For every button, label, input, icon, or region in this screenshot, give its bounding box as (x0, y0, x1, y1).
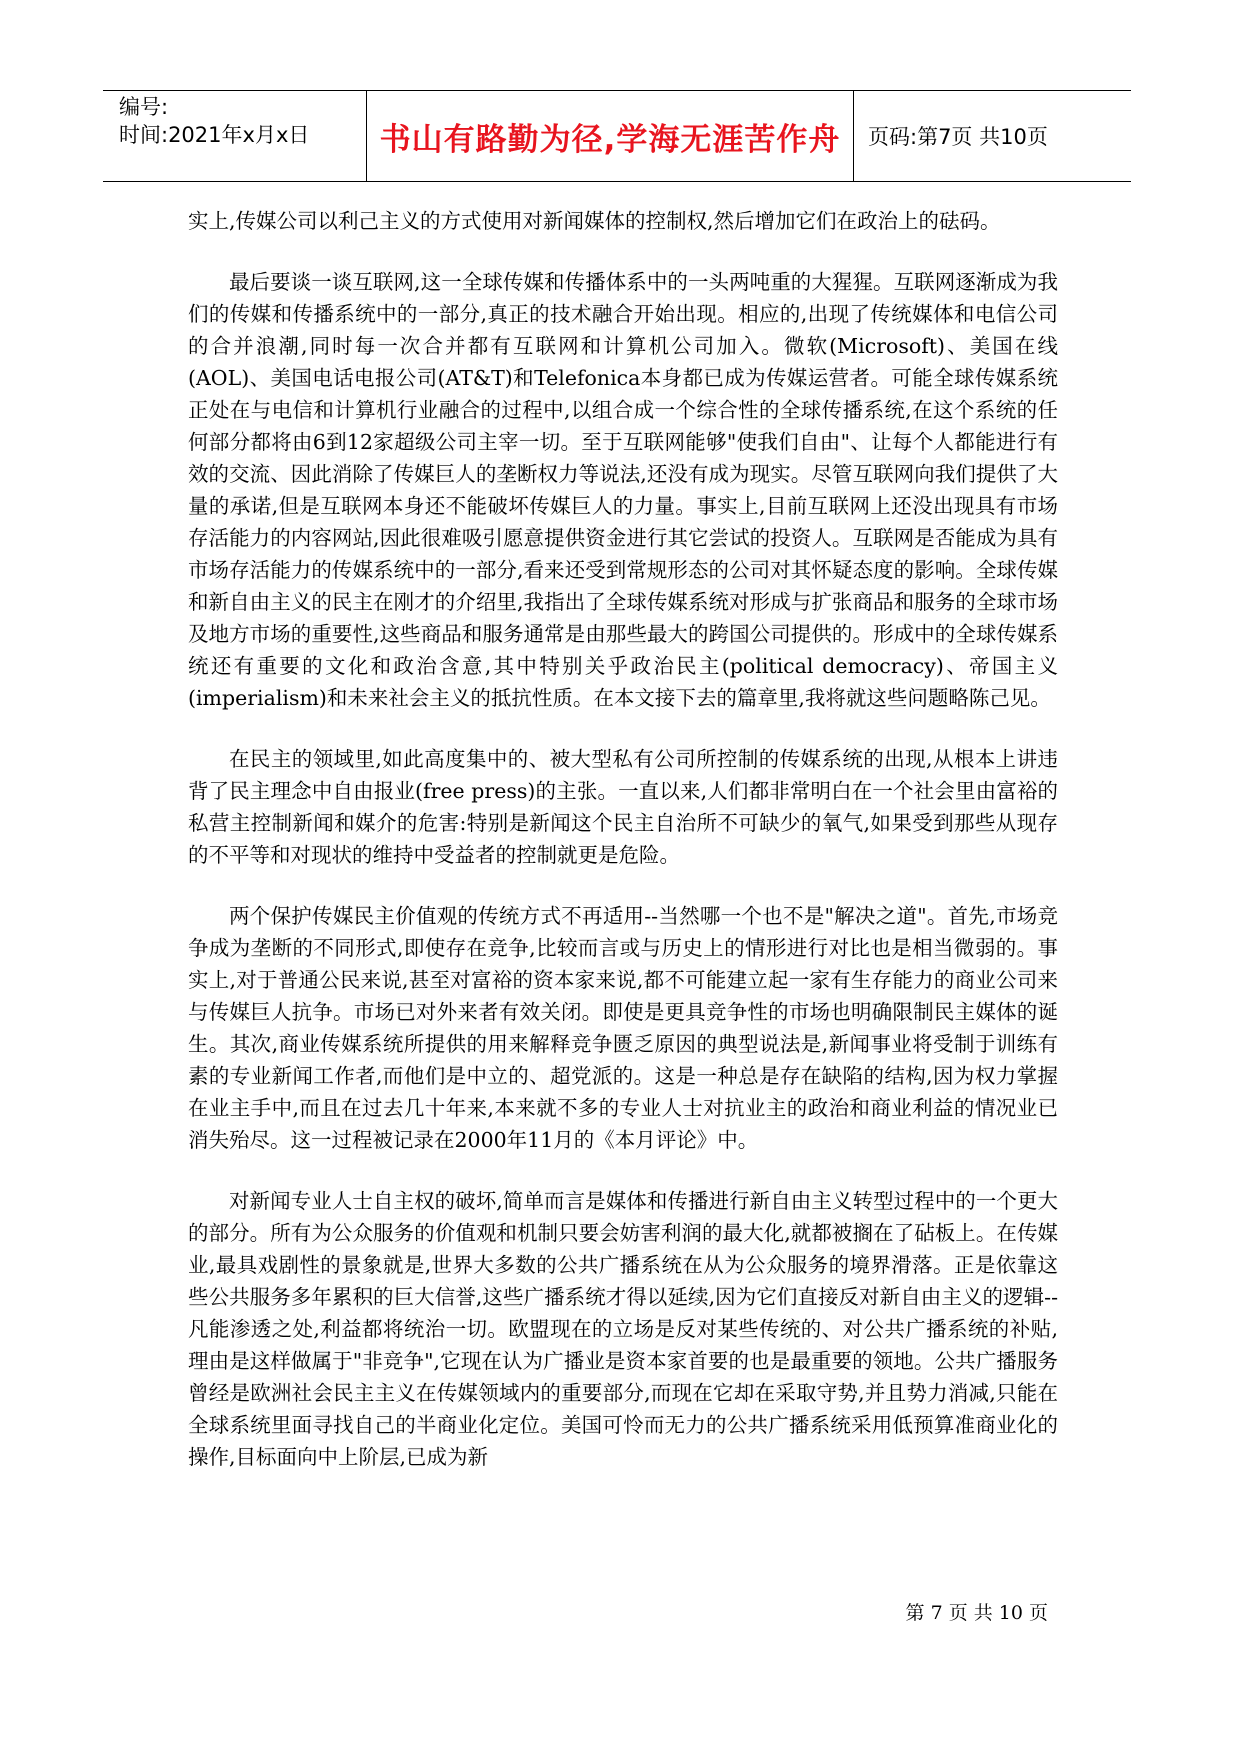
document-time-label: 时间:2021年x月x日 (119, 123, 310, 147)
paragraph: 在民主的领域里,如此高度集中的、被大型私有公司所控制的传媒系统的出现,从根本上讲违背了民主理念中自由报业(free press)的主张。一直以来,人们都非常明白在一个社会里由富裕的私营主控制新闻和媒介的危害:特别是新闻这个民主自治所不可缺少的氧气,如果受到那些从现存的不平等和对现状的维持中受益者的控制就更是危险。 (188, 747, 1058, 867)
paragraph: 最后要谈一谈互联网,这一全球传媒和传播体系中的一头两吨重的大猩猩。互联网逐渐成为我们的传媒和传播系统中的一部分,真正的技术融合开始出现。相应的,出现了传统媒体和电信公司的合并浪潮,同时每一次合并都有互联网和计算机公司加入。微软(Microsoft)、美国在线(AOL)、美国电话电报公司(AT&T)和Telefonica本身都已成为传媒运营者。可能全球传媒系统正处在与电信和计算机行业融合的过程中,以组合成一个综合性的全球传播系统,在这个系统的任何部分都将由6到12家超级公司主宰一切。至于互联网能够"使我们自由"、让每个人都能进行有效的交流、因此消除了传媒巨人的垄断权力等说法,还没有成为现实。尽管互联网向我们提供了大量的承诺,但是互联网本身还不能破坏传媒巨人的力量。事实上,目前互联网上还没出现具有市场存活能力的内容网站,因此很难吸引愿意提供资金进行其它尝试的投资人。互联网是否能成为具有市场存活能力的传媒系统中的一部分,看来还受到常规形态的公司对其怀疑态度的影响。全球传媒和新自由主义的民主在刚才的介绍里,我指出了全球传媒系统对形成与扩张商品和服务的全球市场及地方市场的重要性,这些商品和服务通常是由那些最大的跨国公司提供的。形成中的全球传媒系统还有重要的文化和政治含意,其中特别关乎政治民主(political democracy)、帝国主义(imperialism)和未来社会主义的抵抗性质。在本文接下去的篇章里,我将就这些问题略陈己见。 (188, 270, 1058, 710)
document-number-label: 编号: (119, 95, 169, 119)
paragraph-continuation: 实上,传媒公司以利己主义的方式使用对新闻媒体的控制权,然后增加它们在政治上的砝码。 (188, 209, 1001, 233)
header-page-number: 页码:第7页 共10页 (868, 125, 1048, 149)
paragraph: 对新闻专业人士自主权的破坏,简单而言是媒体和传播进行新自由主义转型过程中的一个更大的部分。所有为公众服务的价值观和机制只要会妨害利润的最大化,就都被搁在了砧板上。在传媒业,最具戏剧性的景象就是,世界大多数的公共广播系统在从为公众服务的境界滑落。正是依靠这些公共服务多年累积的巨大信誉,这些广播系统才得以延续,因为它们直接反对新自由主义的逻辑--凡能渗透之处,利益都将统治一切。欧盟现在的立场是反对某些传统的、对公共广播系统的补贴,理由是这样做属于"非竞争",它现在认为广播业是资本家首要的也是最重要的领地。公共广播服务曾经是欧洲社会民主主义在传媒领域内的重要部分,而现在它却在采取守势,并且势力消减,只能在全球系统里面寻找自己的半商业化定位。美国可怜而无力的公共广播系统采用低预算准商业化的操作,目标面向中上阶层,已成为新 (188, 1189, 1058, 1469)
page-footer: 第 7 页 共 10 页 (905, 1602, 1048, 1624)
header-motto: 书山有路勤为径,学海无涯苦作舟 (367, 91, 854, 181)
document-body (188, 205, 1058, 1502)
header-info (103, 91, 367, 181)
page-header (103, 90, 1131, 182)
paragraph: 两个保护传媒民主价值观的传统方式不再适用--当然哪一个也不是"解决之道"。首先,市场竞争成为垄断的不同形式,即使存在竞争,比较而言或与历史上的情形进行对比也是相当微弱的。事实上,对于普通公民来说,甚至对富裕的资本家来说,都不可能建立起一家有生存能力的商业公司来与传媒巨人抗争。市场已对外来者有效关闭。即使是更具竞争性的市场也明确限制民主媒体的诞生。其次,商业传媒系统所提供的用来解释竞争匮乏原因的典型说法是,新闻事业将受制于训练有素的专业新闻工作者,而他们是中立的、超党派的。这是一种总是存在缺陷的结构,因为权力掌握在业主手中,而且在过去几十年来,本来就不多的专业人士对抗业主的政治和商业利益的情况业已消失殆尽。这一过程被记录在2000年11月的《本月评论》中。 (188, 904, 1058, 1152)
